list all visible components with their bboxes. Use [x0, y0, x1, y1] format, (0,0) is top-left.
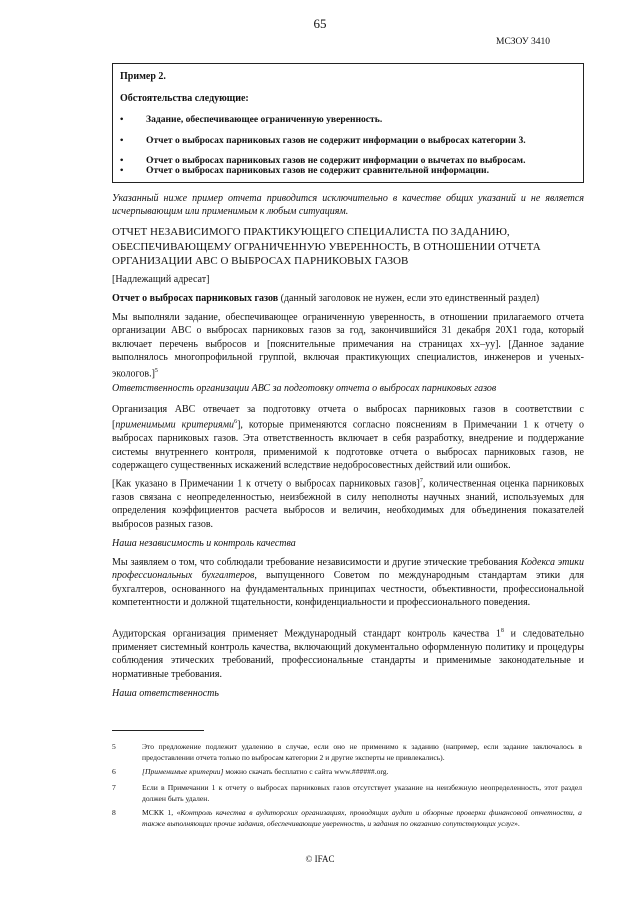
heading-responsibility: Ответственность организации АВС за подготовку отчета о выбросах парниковых газов	[112, 383, 497, 394]
example-item: • Отчет о выбросах парниковых газов не содержит информации о вычетах по выбросам.	[120, 155, 526, 166]
heading-our-responsibility: Наша ответственность	[112, 688, 219, 699]
heading-independence: Наша независимость и контроль качества	[112, 538, 296, 549]
footnote-5: 5 Это предложение подлежит удалению в случае, если оно не применимо к заданию (например, если задание заключалось в предоставлении отчета только по выбросам категории 2 и другие эксперты не привлекались).	[112, 742, 582, 762]
intro-note: Указанный ниже пример отчета приводится исключительно в качестве общих указаний и не является исчерпывающим или применимым к любым ситуациям.	[112, 193, 584, 218]
paragraph-uncertainty: [Как указано в Примечании 1 к отчету о выбросах парниковых газов]$^7$, количественная оценка парниковых газов связана с неопределенностью, неизбежной в силу неполноты научных знаний, используемых для определения коэффициентов расчета выбросов и величин, необходимых для объединения показателей выбросов разных газов.	[112, 478, 585, 530]
paragraph-scope: Мы выполняли задание, обеспечивающее ограниченную уверенность, в отношении прилагаемого отчета организации АВС о выбросах парниковых газов за год, закончившийся 31 декабря 20X1 года, который включает перечень выбросов и [пояснительные примечания на страницах xx–yy]. [Данное задание выполнялось многопрофильной группой, включая практикующих специалистов, инженеров и ученых-экологов.]$^5$	[112, 312, 584, 379]
report-title: ОТЧЕТ НЕЗАВИСИМОГО ПРАКТИКУЮЩЕГО СПЕЦИАЛИСТА ПО ЗАДАНИЮ, ОБЕСПЕЧИВАЮЩЕМУ ОГРАНИЧЕННУЮ УВЕРЕННОСТЬ, В ОТНОШЕНИИ ОТЧЕТА ОРГАНИЗАЦИИ АВС О ВЫБРОСАХ ПАРНИКОВЫХ ГАЗОВ	[112, 226, 541, 267]
addressee: [Надлежащий адресат]	[112, 274, 210, 285]
footnote-8: 8 МСКК 1, «Контроль качества в аудиторских организациях, проводящих аудит и обзорные проверки финансовой отчетности, а также выполняющих прочие задания, обеспечивающие уверенность, и задания по оказанию сопутствующих услуг».	[112, 808, 582, 828]
page-number: 65	[313, 16, 327, 31]
footnote-7: 7 Если в Примечании 1 к отчету о выбросах парниковых газов отсутствует указание на неизбежную неопределенность, этот раздел должен быть удален.	[112, 783, 582, 803]
example-item: • Отчет о выбросах парниковых газов не содержит сравнительной информации.	[120, 165, 489, 176]
example-title: Пример 2.	[120, 71, 166, 82]
paragraph-responsibility: Организация АВС отвечает за подготовку отчета о выбросах парниковых газов в соответствии с [применимыми критериями$^6$], которые применяются согласно пояснениям в Примечании 1 к отчету о выбросах парниковых газов. Эта ответственность включает в себя разработку, внедрение и поддержание системы внутреннего контроля, применимой к подготовке отчета о выбросах парниковых газов, не содержащего существенных искажений вследствие недобросовестных действий или ошибок.	[112, 404, 585, 471]
example-box-last-row	[112, 165, 584, 183]
paragraph-quality-control: Аудиторская организация применяет Международный стандарт контроль качества $1^8$ и следовательно применяет системный контроль качества, включающий документально оформленную политику и процедуры соблюдения этических требований, профессиональные стандарты и применимые законодательные и нормативные требования.	[112, 628, 584, 680]
section-heading: Отчет о выбросах парниковых газов (данный заголовок не нужен, если это единственный раздел)	[112, 293, 540, 304]
example-item: • Отчет о выбросах парниковых газов не содержит информации о выбросах категории 3.	[120, 135, 526, 146]
footer-copyright: © IFAC	[305, 854, 335, 864]
footnote-6: 6 [Применимые критерии] можно скачать бесплатно с сайта www.######.org.	[112, 767, 389, 776]
footnote-ref-5: 5	[154, 367, 158, 374]
document-code: МСЗОУ 3410	[496, 37, 550, 47]
example-item: • Задание, обеспечивающее ограниченную уверенность.	[120, 114, 383, 125]
paragraph-independence: Мы заявляем о том, что соблюдали требование независимости и другие этические требования Кодекса этики профессиональных бухгалтеров, выпущенного Советом по международным стандартам этики для бухгалтеров, основанного на фундаментальных принципах честности, объективности, профессиональной компетентности и должной тщательности, конфиденциальности и профессионального поведения.	[112, 557, 584, 609]
footnote-divider	[112, 730, 204, 731]
example-subtitle: Обстоятельства следующие:	[120, 93, 249, 104]
